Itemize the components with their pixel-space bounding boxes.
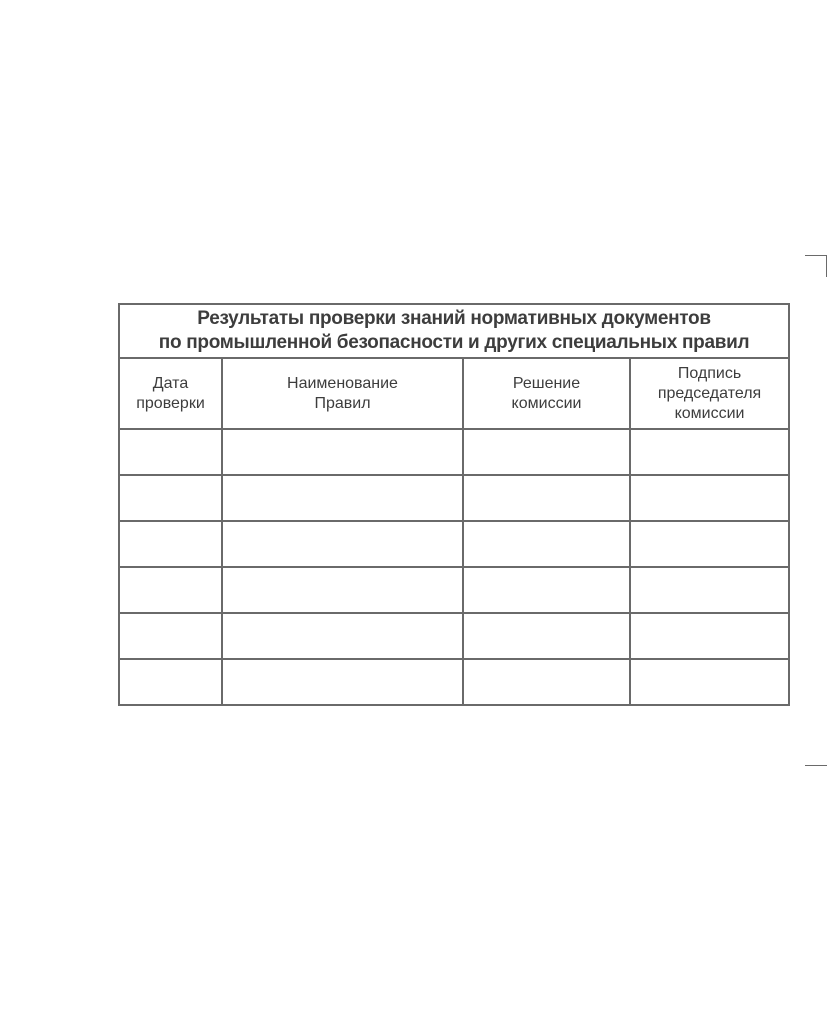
table-row [119, 613, 789, 659]
knowledge-check-results-table [118, 303, 790, 706]
table-title [119, 304, 789, 358]
rules-name-cell[interactable] [222, 429, 463, 475]
column-header-rules-name [222, 358, 463, 429]
column-header-line: комиссии [674, 404, 745, 422]
rules-name-cell[interactable] [222, 475, 463, 521]
rules-name-cell[interactable] [222, 521, 463, 567]
column-header-line: председателя [657, 384, 762, 402]
table-title-row [119, 304, 789, 358]
column-header-line: Наименование [287, 374, 398, 392]
column-header-line: Правил [314, 394, 371, 412]
signature-cell[interactable] [630, 613, 789, 659]
signature-cell[interactable] [630, 567, 789, 613]
crop-mark-top-horizontal [805, 255, 827, 256]
column-header-line: Решение [512, 374, 581, 392]
decision-cell[interactable] [463, 475, 630, 521]
decision-cell[interactable] [463, 659, 630, 705]
column-header-line: комиссии [511, 394, 582, 412]
table-title-line-2: по промышленной безопасности и других специальных правил [158, 332, 750, 353]
decision-cell[interactable] [463, 567, 630, 613]
table-row [119, 475, 789, 521]
column-header-line: Подпись [677, 364, 742, 382]
decision-cell[interactable] [463, 613, 630, 659]
date-cell[interactable] [119, 429, 222, 475]
signature-cell[interactable] [630, 521, 789, 567]
rules-name-cell[interactable] [222, 613, 463, 659]
column-header-line: Дата [152, 374, 189, 392]
rules-name-cell[interactable] [222, 659, 463, 705]
table-title-line-1: Результаты проверки знаний нормативных документов [197, 308, 711, 329]
date-cell[interactable] [119, 567, 222, 613]
decision-cell[interactable] [463, 521, 630, 567]
date-cell[interactable] [119, 613, 222, 659]
table-row [119, 521, 789, 567]
column-header-date [119, 358, 222, 429]
column-header-line: проверки [136, 394, 205, 412]
table-row [119, 659, 789, 705]
date-cell[interactable] [119, 659, 222, 705]
signature-cell[interactable] [630, 429, 789, 475]
crop-mark-bottom [805, 765, 827, 766]
column-header-row [119, 358, 789, 429]
signature-cell[interactable] [630, 659, 789, 705]
table-row [119, 429, 789, 475]
table-row [119, 567, 789, 613]
date-cell[interactable] [119, 521, 222, 567]
date-cell[interactable] [119, 475, 222, 521]
signature-cell[interactable] [630, 475, 789, 521]
column-header-decision [463, 358, 630, 429]
rules-name-cell[interactable] [222, 567, 463, 613]
decision-cell[interactable] [463, 429, 630, 475]
column-header-signature [630, 358, 789, 429]
